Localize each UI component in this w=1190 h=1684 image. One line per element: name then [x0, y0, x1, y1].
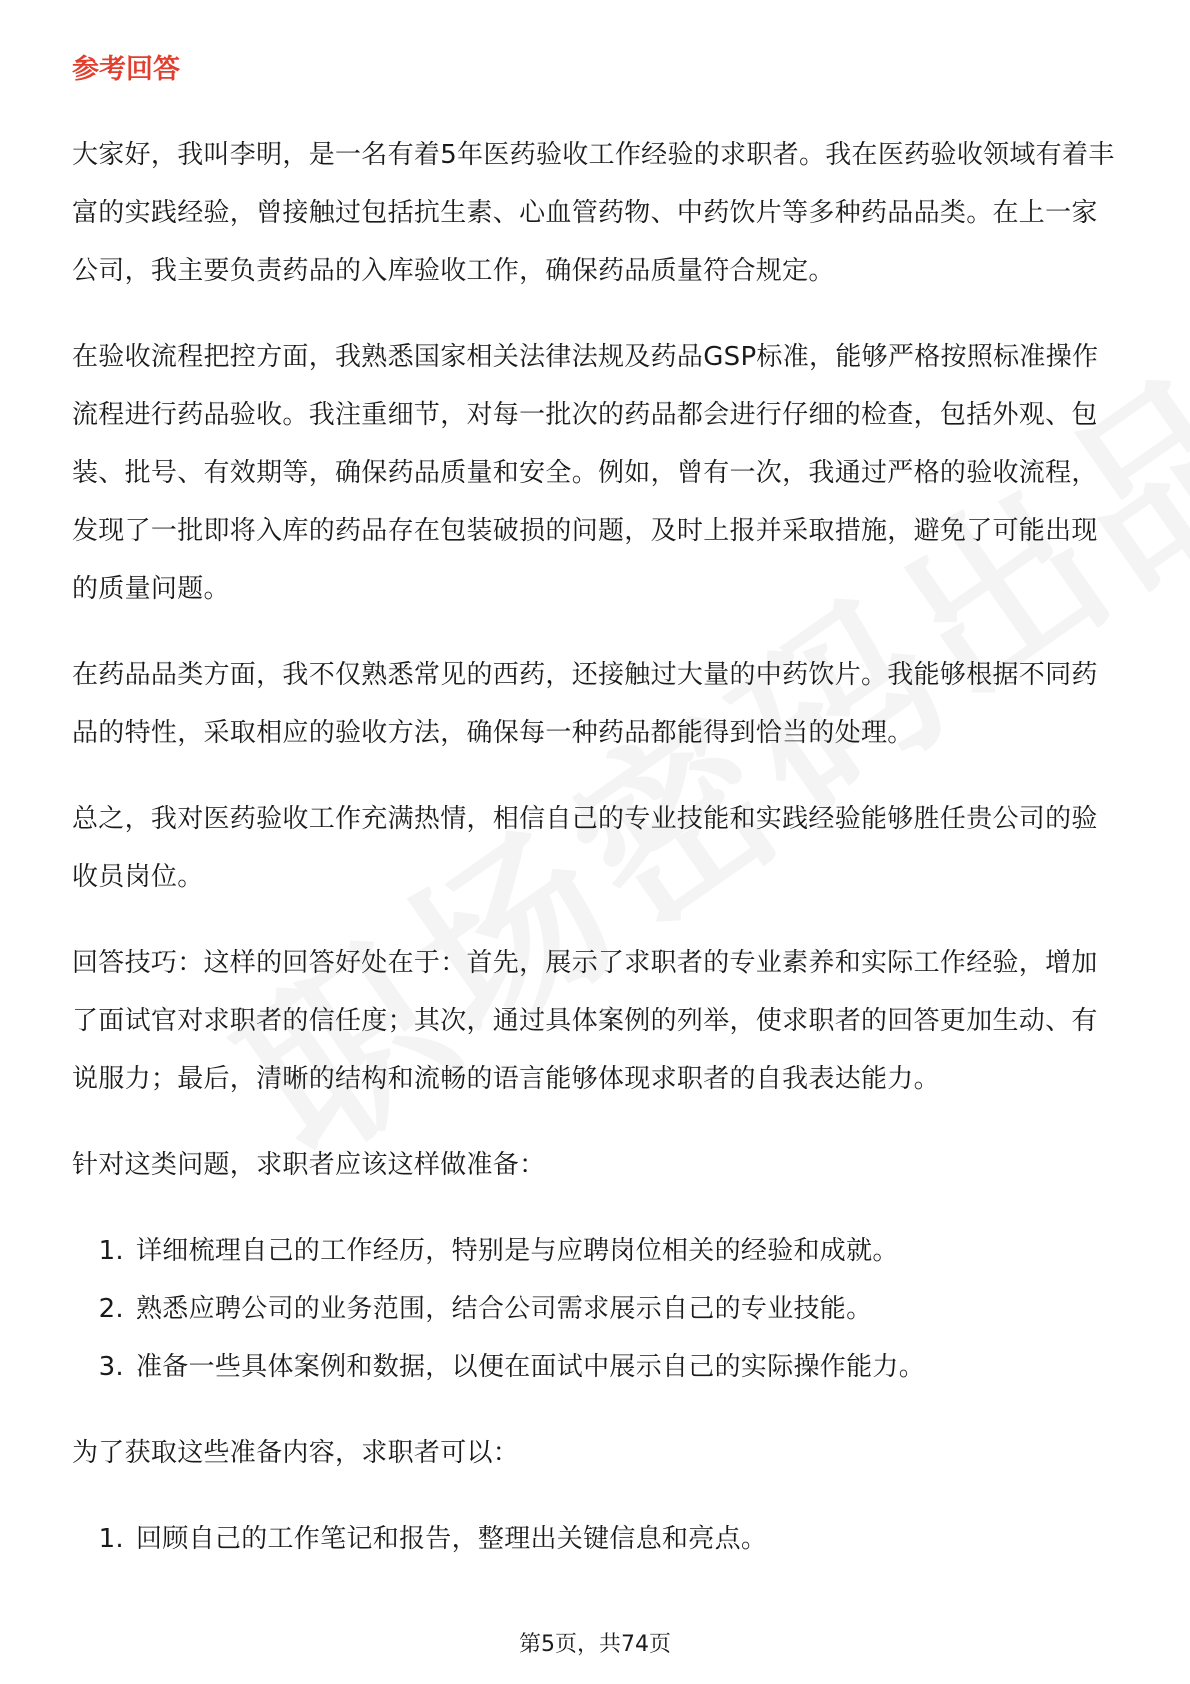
list-item [72, 1280, 1122, 1338]
paragraph-summary: 总之，我对医药验收工作充满热情，相信自己的专业技能和实践经验能够胜任贵公司的验收员岗位。 [72, 804, 1098, 892]
list-item-number: 1. [98, 1236, 124, 1266]
section-heading: 参考回答 [72, 54, 180, 85]
list-item [72, 1222, 1122, 1280]
paragraph-process: 在验收流程把控方面，我熟悉国家相关法律法规及药品GSP标准，能够严格按照标准操作流程进行药品验收。我注重细节，对每一批次的药品都会进行仔细的检查，包括外观、包装、批号、有效期等，确保药品质量和安全。例如，曾有一次，我通过严格的验收流程，发现了一批即将入库的药品存在包装破损的问题，及时上报并采取措施，避免了可能出现的质量问题。 [72, 342, 1099, 604]
prep-list [72, 1222, 1122, 1396]
list-item [72, 1510, 1122, 1568]
page-number-footer: 第5页，共74页 [519, 1632, 671, 1657]
obtain-list [72, 1510, 1122, 1568]
list-item-number: 2. [98, 1294, 124, 1324]
list-item-text: 熟悉应聘公司的业务范围，结合公司需求展示自己的专业技能。 [136, 1294, 873, 1324]
list-item [72, 1338, 1122, 1396]
paragraph-intro: 大家好，我叫李明，是一名有着5年医药验收工作经验的求职者。我在医药验收领域有着丰富的实践经验，曾接触过包括抗生素、心血管药物、中药饮片等多种药品品类。在上一家公司，我主要负责药品的入库验收工作，确保药品质量符合规定。 [72, 140, 1115, 286]
paragraph-obtain-intro: 为了获取这些准备内容，求职者可以： [72, 1438, 520, 1468]
list-item-number: 3. [98, 1352, 124, 1382]
paragraph-categories: 在药品品类方面，我不仅熟悉常见的西药，还接触过大量的中药饮片。我能够根据不同药品的特性，采取相应的验收方法，确保每一种药品都能得到恰当的处理。 [72, 660, 1098, 748]
page-content [72, 48, 1122, 1596]
paragraph-tips: 回答技巧：这样的回答好处在于：首先，展示了求职者的专业素养和实际工作经验，增加了面试官对求职者的信任度；其次，通过具体案例的列举，使求职者的回答更加生动、有说服力；最后，清晰的结构和流畅的语言能够体现求职者的自我表达能力。 [72, 948, 1098, 1094]
list-item-text: 详细梳理自己的工作经历，特别是与应聘岗位相关的经验和成就。 [136, 1236, 899, 1266]
paragraph-prep-intro: 针对这类问题，求职者应该这样做准备： [72, 1150, 546, 1180]
list-item-text: 准备一些具体案例和数据，以便在面试中展示自己的实际操作能力。 [136, 1352, 926, 1382]
list-item-number: 1. [98, 1524, 124, 1554]
list-item-text: 回顾自己的工作笔记和报告，整理出关键信息和亮点。 [136, 1524, 768, 1554]
